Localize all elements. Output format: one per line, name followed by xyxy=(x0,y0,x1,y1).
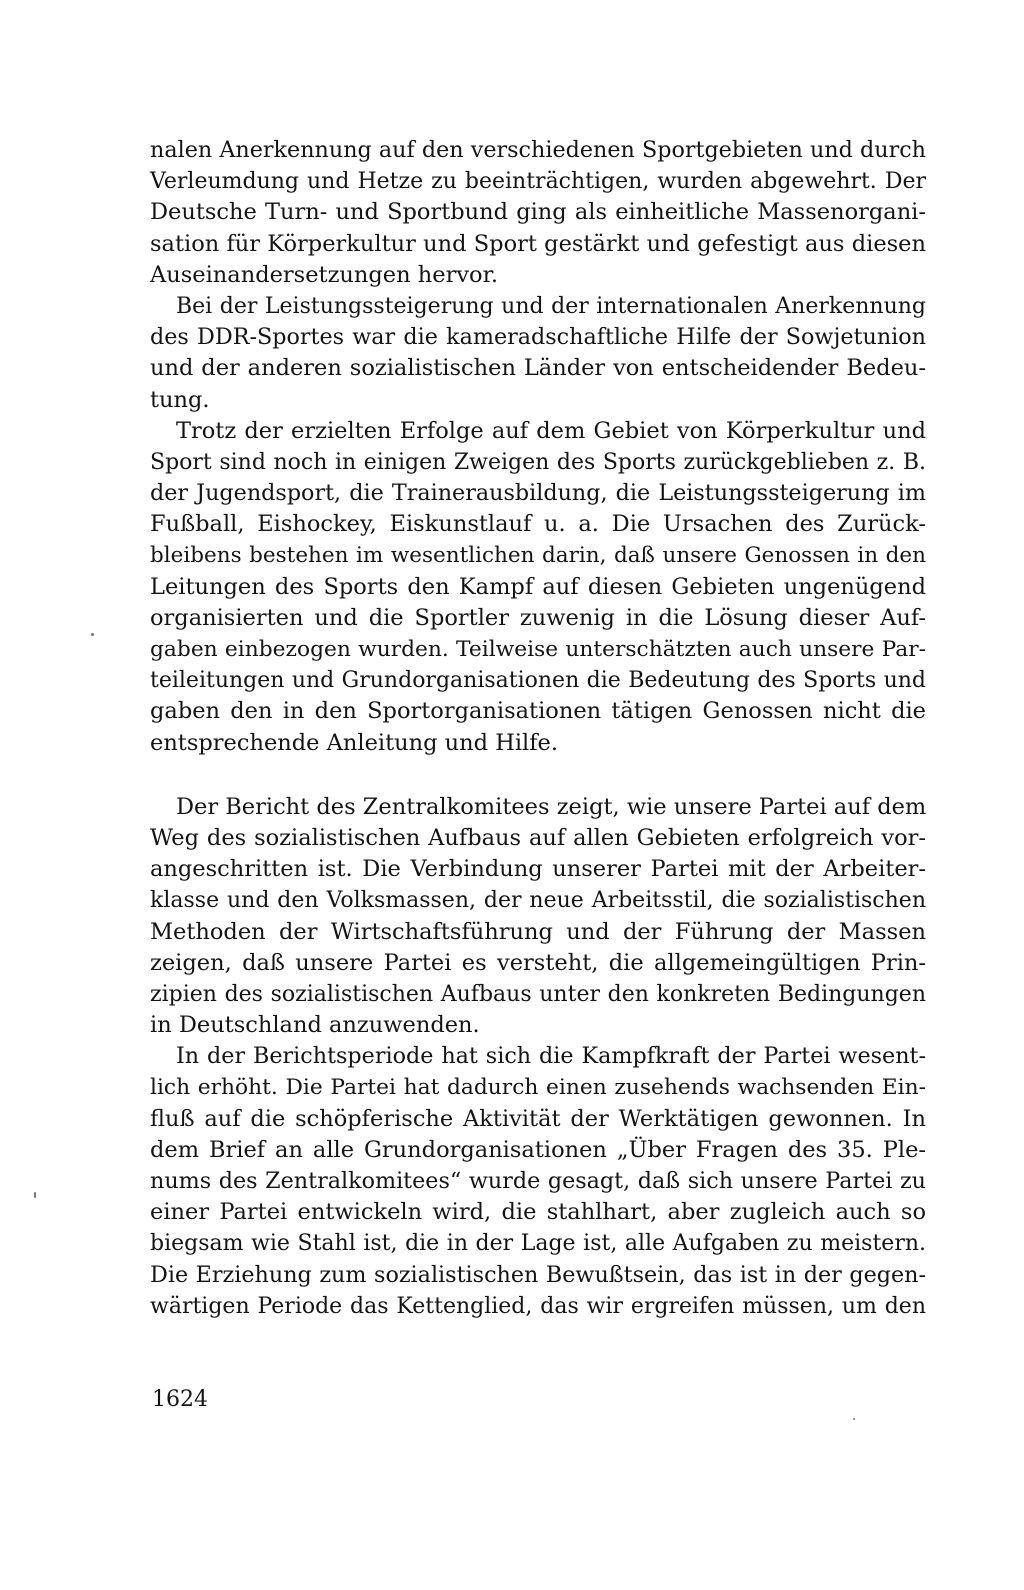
text-line: des DDR-Sportes war die kameradschaftliche Hilfe der Sowjetunion xyxy=(150,324,926,351)
text-line: in Deutschland anzuwenden. xyxy=(150,1012,480,1039)
paragraph xyxy=(150,792,926,1042)
body-text xyxy=(150,135,926,1322)
text-line: Auseinandersetzungen hervor. xyxy=(150,261,499,288)
text-line: dem Brief an alle Grundorganisationen „Über Fragen des 35. Ple- xyxy=(150,1136,926,1163)
text-line: angeschritten ist. Die Verbindung unserer Partei mit der Arbeiter- xyxy=(150,856,926,883)
text-line: Fußball, Eishockey, Eiskunstlauf u. a. Die Ursachen des Zurück- xyxy=(150,511,926,538)
text-line: Der Bericht des Zentralkomitees zeigt, wie unsere Partei auf dem xyxy=(176,793,927,820)
text-line: zeigen, daß unsere Partei es versteht, die allgemeingültigen Prin- xyxy=(150,949,926,976)
text-line: fluß auf die schöpferische Aktivität der Werktätigen gewonnen. In xyxy=(150,1105,926,1132)
text-line: organisierten und die Sportler zuwenig in die Lösung dieser Auf- xyxy=(150,604,926,631)
text-line: Bei der Leistungssteigerung und der internationalen Anerkennung xyxy=(176,293,926,319)
scan-speck xyxy=(91,633,94,636)
text-line: tung. xyxy=(150,386,210,413)
section-gap xyxy=(150,759,926,792)
text-line: Verleumdung und Hetze zu beeinträchtigen, wurden abgewehrt. Der xyxy=(150,169,926,195)
text-line: Weg des sozialistischen Aufbaus auf allen Gebieten erfolgreich vor- xyxy=(150,824,926,851)
text-line: und der anderen sozialistischen Länder von entscheidender Bedeu- xyxy=(150,355,926,382)
scan-speck xyxy=(34,1192,36,1198)
page-number: 1624 xyxy=(152,1387,208,1412)
text-line: wärtigen Periode das Kettenglied, das wir ergreifen müssen, um den xyxy=(150,1293,926,1319)
text-line: klasse und den Volksmassen, der neue Arbeitsstil, die sozialistischen xyxy=(150,888,926,914)
text-line: zipien des sozialistischen Aufbaus unter den konkreten Bedingungen xyxy=(150,981,926,1007)
paragraph xyxy=(150,1041,926,1322)
text-line: Die Erziehung zum sozialistischen Bewußtsein, das ist in der gegen- xyxy=(150,1261,926,1288)
paragraph xyxy=(150,416,926,759)
text-line: gaben den in den Sportorganisationen tätigen Genossen nicht die xyxy=(150,698,926,725)
text-line: einer Partei entwickeln wird, die stahlhart, aber zugleich auch so xyxy=(150,1199,926,1226)
text-line: teileitungen und Grundorganisationen die Bedeutung des Sports und xyxy=(150,668,926,694)
text-line: gaben einbezogen wurden. Teilweise unterschätzten auch unsere Par- xyxy=(150,637,926,662)
paragraph xyxy=(150,135,926,291)
text-line: bleibens bestehen im wesentlichen darin, daß unsere Genossen in den xyxy=(150,543,926,569)
text-line: entsprechende Anleitung und Hilfe. xyxy=(150,729,559,756)
text-line: biegsam wie Stahl ist, die in der Lage ist, alle Aufgaben zu meistern. xyxy=(150,1231,926,1257)
text-line: nums des Zentralkomitees“ wurde gesagt, daß sich unsere Partei zu xyxy=(150,1168,926,1194)
text-line: In der Berichtsperiode hat sich die Kampfkraft der Partei wesent- xyxy=(176,1043,926,1070)
text-line: Deutsche Turn- und Sportbund ging als einheitliche Massenorgani- xyxy=(150,199,926,226)
text-line: Leitungen des Sports den Kampf auf diesen Gebieten ungenügend xyxy=(150,573,926,600)
text-line: lich erhöht. Die Partei hat dadurch einen zusehends wachsenden Ein- xyxy=(150,1075,926,1101)
scan-speck xyxy=(853,1418,855,1420)
text-line: Methoden der Wirtschaftsführung und der Führung der Massen xyxy=(150,918,926,945)
text-line: Sport sind noch in einigen Zweigen des Sports zurückgeblieben z. B. xyxy=(150,449,926,475)
text-line: der Jugendsport, die Trainerausbildung, die Leistungssteigerung im xyxy=(150,480,926,507)
text-line: Trotz der erzielten Erfolge auf dem Gebiet von Körperkultur und xyxy=(176,417,926,444)
paragraph xyxy=(150,291,926,416)
text-line: nalen Anerkennung auf den verschiedenen Sportgebieten und durch xyxy=(150,137,926,163)
text-line: sation für Körperkultur und Sport gestärkt und gefestigt aus diesen xyxy=(150,230,926,257)
